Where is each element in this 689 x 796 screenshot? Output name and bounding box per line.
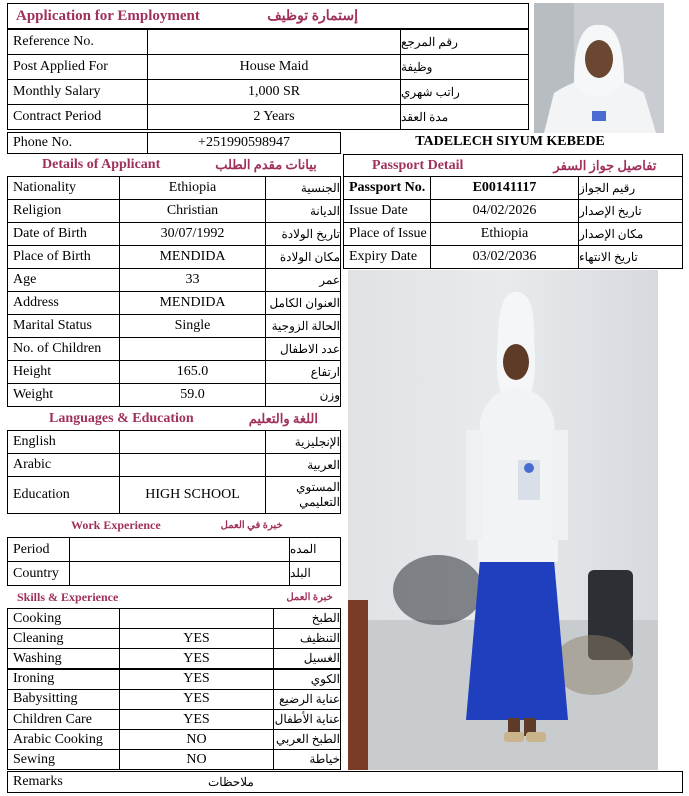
skill-row bbox=[7, 729, 341, 750]
field-value: 04/02/2026 bbox=[431, 200, 579, 222]
field-arabic-label: تاريخ الولادة bbox=[281, 226, 340, 241]
field-arabic-label: البلد bbox=[290, 566, 311, 580]
field-label: Arabic bbox=[8, 454, 120, 476]
top-row bbox=[7, 29, 529, 55]
field-arabic-label: الكوي bbox=[310, 671, 340, 686]
field-value: YES bbox=[120, 690, 274, 709]
languages-title-en: Languages & Education bbox=[49, 411, 194, 426]
field-value: 1,000 SR bbox=[148, 80, 401, 104]
field-label: Place of Birth bbox=[8, 246, 120, 268]
field-arabic-label: العنوان الكامل bbox=[269, 295, 340, 310]
field-arabic-label: وظيفة bbox=[401, 59, 433, 74]
field-label: Expiry Date bbox=[344, 246, 431, 268]
full-body-photo bbox=[348, 270, 658, 770]
field-label: Monthly Salary bbox=[8, 80, 148, 104]
field-value: YES bbox=[120, 629, 274, 648]
field-label: Religion bbox=[8, 200, 120, 222]
field-label: Nationality bbox=[8, 177, 120, 199]
work-title-en: Work Experience bbox=[71, 517, 161, 532]
field-label: Height bbox=[8, 361, 120, 383]
details-row bbox=[7, 245, 341, 269]
field-label: Education bbox=[8, 477, 120, 513]
skill-row bbox=[7, 628, 341, 649]
field-label: Cooking bbox=[8, 609, 120, 628]
field-label: Reference No. bbox=[8, 30, 148, 54]
skill-row bbox=[7, 749, 341, 770]
field-arabic-label: عناية الأطفال bbox=[274, 712, 340, 726]
field-arabic-label: العربية bbox=[307, 457, 340, 472]
work-section-header bbox=[7, 514, 341, 536]
field-label: Marital Status bbox=[8, 315, 120, 337]
passport-section-header bbox=[343, 154, 683, 176]
languages-title-ar: اللغة والتعليم bbox=[248, 411, 318, 426]
field-label: Period bbox=[8, 538, 70, 561]
field-value: NO bbox=[120, 730, 274, 749]
field-value: YES bbox=[120, 649, 274, 668]
top-row bbox=[7, 104, 529, 130]
work-title-ar: خبرة في العمل bbox=[220, 519, 283, 531]
field-arabic-label bbox=[266, 477, 340, 513]
skills-title-ar: خبرة العمل bbox=[286, 591, 333, 603]
passport-row bbox=[343, 245, 683, 269]
field-label: Date of Birth bbox=[8, 223, 120, 245]
field-arabic-label: التنظيف bbox=[299, 631, 340, 646]
remarks-row bbox=[7, 771, 683, 793]
field-arabic-label: مكان الولادة bbox=[279, 249, 340, 264]
field-value: Ethiopia bbox=[431, 223, 579, 245]
field-label: Arabic Cooking bbox=[8, 730, 120, 749]
field-arabic-label: الطبخ العربي bbox=[276, 732, 340, 747]
education-arabic-line1: المستوي bbox=[296, 480, 340, 494]
field-label: Contract Period bbox=[8, 105, 148, 129]
details-row bbox=[7, 199, 341, 223]
field-label: Ironing bbox=[8, 670, 120, 689]
field-value: Single bbox=[120, 315, 266, 337]
header-title-en: Application for Employment bbox=[16, 7, 200, 24]
skills-section-header bbox=[7, 586, 341, 608]
field-value bbox=[120, 431, 266, 453]
field-value: 2 Years bbox=[148, 105, 401, 129]
details-section-header bbox=[7, 154, 341, 176]
field-arabic-label: المده bbox=[290, 542, 317, 556]
skills-title-en: Skills & Experience bbox=[17, 589, 119, 604]
field-arabic-label: الديانة bbox=[309, 203, 340, 218]
field-label: Weight bbox=[8, 384, 120, 406]
field-arabic-label: عمر bbox=[319, 272, 340, 287]
skill-row bbox=[7, 709, 341, 730]
remarks-arabic: ملاحظات bbox=[208, 774, 254, 789]
details-row bbox=[7, 176, 341, 200]
details-row bbox=[7, 291, 341, 315]
top-row bbox=[7, 79, 529, 105]
field-arabic-label: مدة العقد bbox=[401, 109, 449, 124]
education-arabic-line2: التعليمي bbox=[299, 495, 340, 509]
field-label: Babysitting bbox=[8, 690, 120, 709]
header-title-ar: إستمارة توظيف bbox=[267, 8, 358, 24]
field-label: Washing bbox=[8, 649, 120, 668]
field-arabic-label: الإنجليزية bbox=[294, 434, 340, 449]
phone-value: +251990598947 bbox=[198, 135, 290, 150]
field-arabic-label: مكان الإصدار bbox=[579, 226, 644, 241]
field-arabic-label: راتب شهري bbox=[401, 84, 460, 99]
field-arabic-label: تاريخ الانتهاء bbox=[579, 249, 638, 264]
field-value bbox=[120, 338, 266, 360]
details-row bbox=[7, 222, 341, 246]
details-row bbox=[7, 337, 341, 361]
work-row bbox=[7, 561, 341, 586]
skill-row bbox=[7, 648, 341, 669]
field-label: Issue Date bbox=[344, 200, 431, 222]
form-header bbox=[7, 3, 529, 29]
field-label: Passport No. bbox=[344, 177, 431, 199]
field-value: House Maid bbox=[148, 55, 401, 79]
portrait-photo bbox=[534, 3, 664, 133]
field-arabic-label: خياطة bbox=[309, 752, 340, 767]
skill-row bbox=[7, 669, 341, 690]
field-arabic-label: ارتفاع bbox=[310, 364, 340, 379]
field-value: NO bbox=[120, 750, 274, 769]
field-value: Christian bbox=[120, 200, 266, 222]
field-label: Country bbox=[8, 562, 70, 585]
passport-row bbox=[343, 222, 683, 246]
top-row bbox=[7, 54, 529, 80]
field-label: Age bbox=[8, 269, 120, 291]
remarks-label: Remarks bbox=[13, 774, 63, 789]
portrait-figure bbox=[534, 3, 664, 133]
languages-section-header bbox=[7, 408, 341, 430]
field-label: Address bbox=[8, 292, 120, 314]
work-row bbox=[7, 537, 341, 562]
field-label: Cleaning bbox=[8, 629, 120, 648]
field-arabic-label: الجنسية bbox=[300, 180, 340, 195]
details-row bbox=[7, 268, 341, 292]
field-arabic-label: الغسيل bbox=[303, 651, 340, 666]
field-value: YES bbox=[120, 710, 274, 729]
field-label: Post Applied For bbox=[8, 55, 148, 79]
field-label: Sewing bbox=[8, 750, 120, 769]
skill-row bbox=[7, 608, 341, 629]
passport-title-en: Passport Detail bbox=[372, 157, 464, 173]
field-label: English bbox=[8, 431, 120, 453]
field-value: 33 bbox=[120, 269, 266, 291]
field-arabic-label: عناية الرضيع bbox=[278, 691, 340, 706]
passport-row bbox=[343, 199, 683, 223]
full-body-figure bbox=[348, 270, 658, 770]
field-label: Children Care bbox=[8, 710, 120, 729]
field-value: 59.0 bbox=[120, 384, 266, 406]
details-row bbox=[7, 360, 341, 384]
field-value bbox=[148, 30, 401, 54]
field-value: 30/07/1992 bbox=[120, 223, 266, 245]
field-label: No. of Children bbox=[8, 338, 120, 360]
passport-row bbox=[343, 176, 683, 200]
field-value: Ethiopia bbox=[120, 177, 266, 199]
field-value: YES bbox=[120, 670, 274, 689]
language-row bbox=[7, 453, 341, 477]
field-arabic-label: رقم المرجع bbox=[401, 34, 458, 49]
field-value: 03/02/2036 bbox=[431, 246, 579, 268]
applicant-name: TADELECH SIYUM KEBEDE bbox=[415, 134, 605, 149]
passport-title-ar: تفاصيل جواز السفر bbox=[553, 157, 657, 173]
field-value bbox=[70, 538, 290, 561]
field-label: Place of Issue bbox=[344, 223, 431, 245]
field-value bbox=[70, 562, 290, 585]
field-value: MENDIDA bbox=[120, 246, 266, 268]
field-arabic-label: وزن bbox=[319, 387, 340, 402]
field-arabic-label: الحالة الزوجية bbox=[271, 318, 340, 333]
field-arabic-label: تاريخ الإصدار bbox=[579, 203, 642, 218]
phone-row bbox=[7, 132, 341, 154]
details-row bbox=[7, 383, 341, 407]
field-arabic-label: عدد الاطفال bbox=[280, 341, 340, 356]
language-row bbox=[7, 430, 341, 454]
skill-row bbox=[7, 689, 341, 710]
field-value: 165.0 bbox=[120, 361, 266, 383]
field-value bbox=[120, 454, 266, 476]
field-arabic-label: الطبخ bbox=[311, 611, 340, 625]
language-row bbox=[7, 476, 341, 514]
field-value bbox=[120, 609, 274, 628]
field-value: MENDIDA bbox=[120, 292, 266, 314]
field-arabic-label: رقيم الجواز bbox=[579, 180, 636, 195]
field-value: E00141117 bbox=[431, 177, 579, 199]
details-title-ar: بيانات مقدم الطلب bbox=[215, 157, 317, 172]
field-value: HIGH SCHOOL bbox=[120, 477, 266, 513]
phone-label: Phone No. bbox=[8, 133, 148, 153]
details-row bbox=[7, 314, 341, 338]
details-title-en: Details of Applicant bbox=[42, 157, 161, 172]
